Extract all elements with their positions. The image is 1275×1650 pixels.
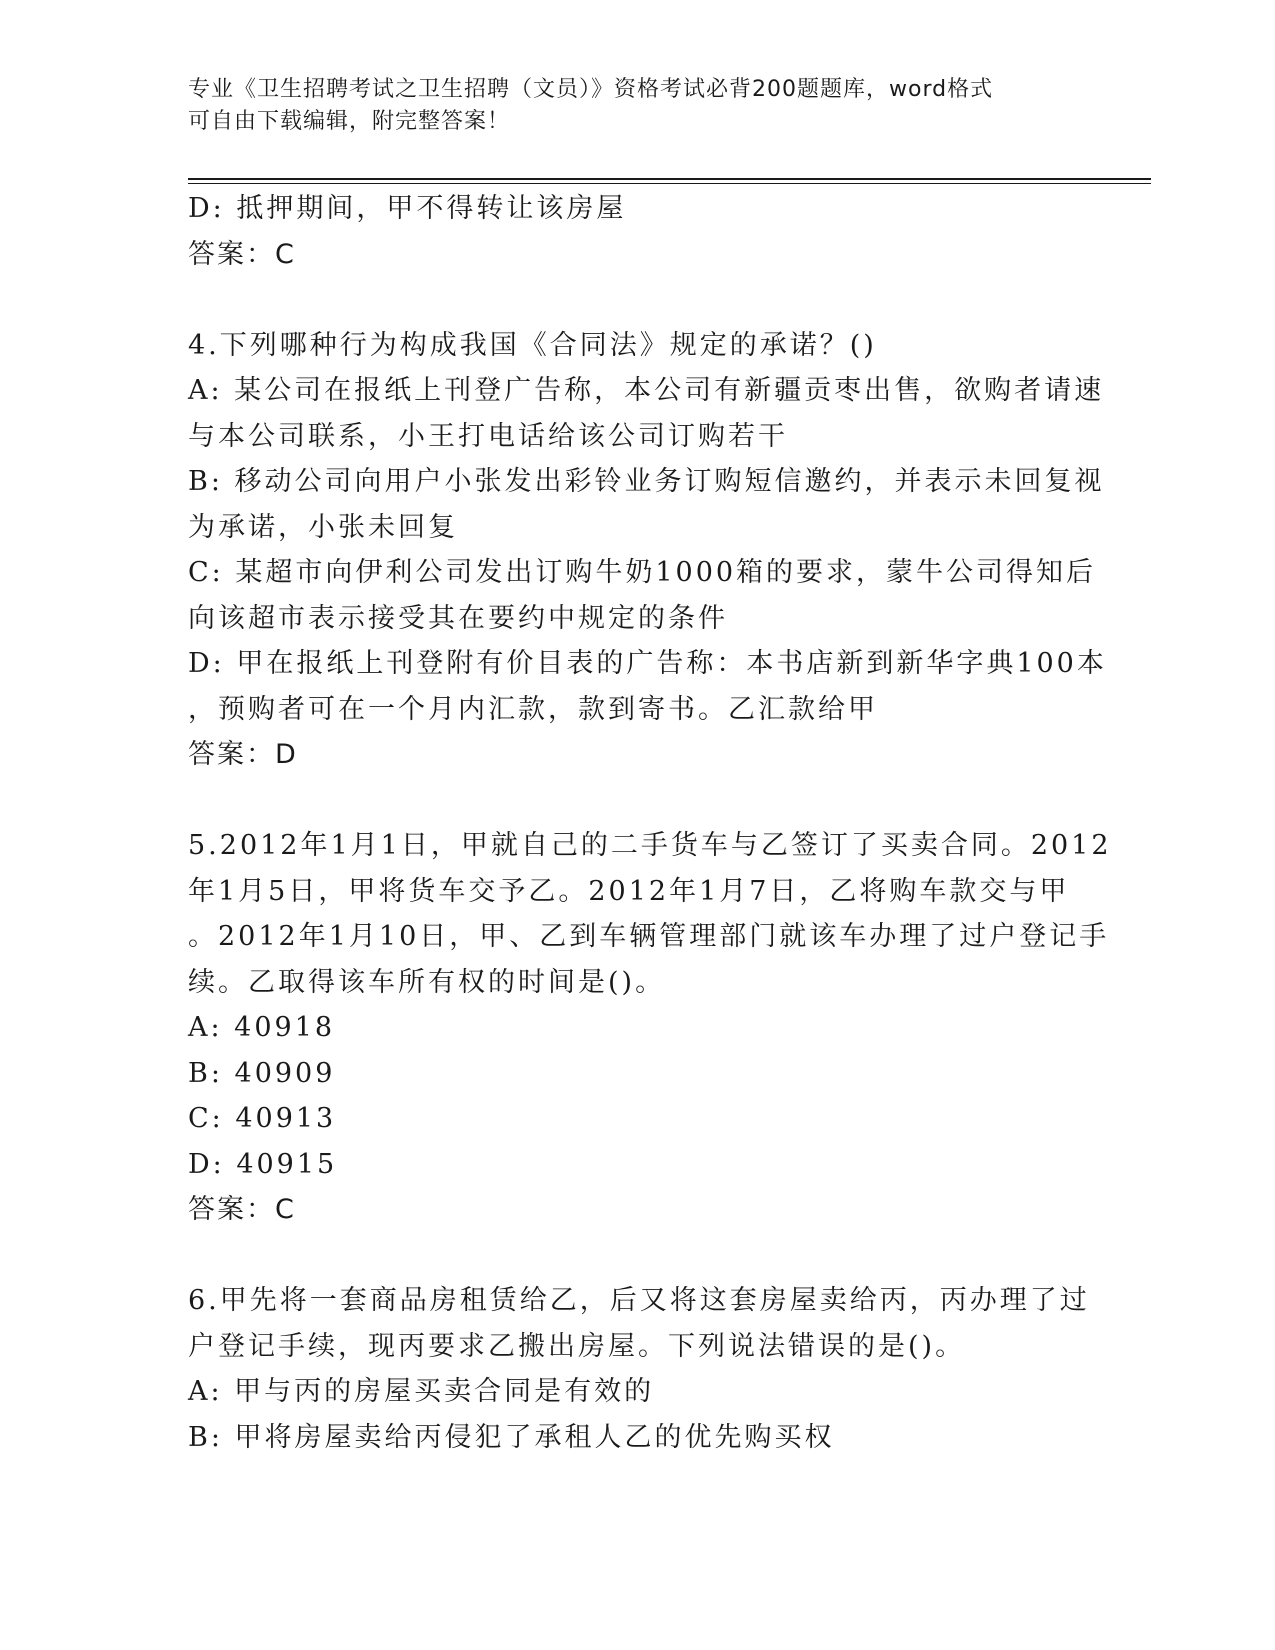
q4-option-c-line-2: 向该超市表示接受其在要约中规定的条件	[188, 602, 728, 634]
q5-stem-line-3: 。2012年1月10日，甲、乙到车辆管理部门就该车办理了过户登记手	[188, 921, 1110, 952]
q4-option-b-line-1: B: 移动公司向用户小张发出彩铃业务订购短信邀约，并表示未回复视	[188, 466, 1105, 497]
question-6	[188, 1278, 1088, 1460]
spacer	[188, 1233, 1088, 1279]
q4-option-d-line-1: D: 甲在报纸上刊登附有价目表的广告称：本书店新到新华字典100本	[188, 648, 1107, 679]
q5-stem-line-2: 年1月5日，甲将货车交予乙。2012年1月7日，乙将购车款交与甲	[188, 875, 1070, 907]
spacer	[188, 277, 1088, 323]
question-4	[188, 323, 1107, 778]
q6-stem-line-1: 6.甲先将一套商品房租赁给乙，后又将这套房屋卖给丙，丙办理了过	[188, 1285, 1090, 1316]
q4-option-c-line-1: C: 某超市向伊利公司发出订购牛奶1000箱的要求，蒙牛公司得知后	[188, 557, 1097, 588]
question-5	[188, 823, 1112, 1233]
q5-stem-line-1: 5.2012年1月1日，甲就自己的二手货车与乙签订了买卖合同。2012	[188, 830, 1112, 861]
q4-option-a-line-1: A: 某公司在报纸上刊登广告称，本公司有新疆贡枣出售，欲购者请速	[188, 375, 1105, 406]
question-3-tail	[188, 186, 1088, 277]
q4-option-a-line-2: 与本公司联系，小王打电话给该公司订购若干	[188, 420, 788, 452]
header-divider	[188, 178, 1151, 184]
header-line-1: 专业《卫生招聘考试之卫生招聘（文员）》资格考试必背200题题库，word格式	[188, 77, 994, 102]
q5-option-c: C: 40913	[188, 1103, 337, 1134]
document-header	[188, 74, 1068, 138]
q5-stem-line-4: 续。乙取得该车所有权的时间是()。	[188, 966, 666, 998]
q5-option-d: D: 40915	[188, 1148, 338, 1180]
q4-option-b-line-2: 为承诺，小张未回复	[188, 511, 458, 543]
header-line-2: 可自由下载编辑，附完整答案！	[188, 109, 511, 134]
q5-option-b: B: 40909	[188, 1057, 336, 1089]
q3-option-d: D: 抵押期间，甲不得转让该房屋	[188, 193, 627, 224]
q6-stem-line-2: 户登记手续，现丙要求乙搬出房屋。下列说法错误的是()。	[188, 1330, 966, 1362]
q6-option-b: B: 甲将房屋卖给丙侵犯了承租人乙的优先购买权	[188, 1421, 835, 1453]
q5-answer: 答案：C	[188, 1194, 296, 1225]
document-body	[188, 186, 1112, 1460]
q6-option-a: A: 甲与丙的房屋买卖合同是有效的	[188, 1376, 655, 1407]
q5-option-a: A: 40918	[188, 1012, 336, 1043]
q3-answer: 答案：C	[188, 238, 296, 270]
q4-answer: 答案：D	[188, 739, 298, 770]
spacer	[188, 778, 1088, 824]
q4-option-d-line-2: ，预购者可在一个月内汇款，款到寄书。乙汇款给甲	[188, 693, 878, 725]
q4-stem: 4.下列哪种行为构成我国《合同法》规定的承诺？()	[188, 329, 877, 361]
